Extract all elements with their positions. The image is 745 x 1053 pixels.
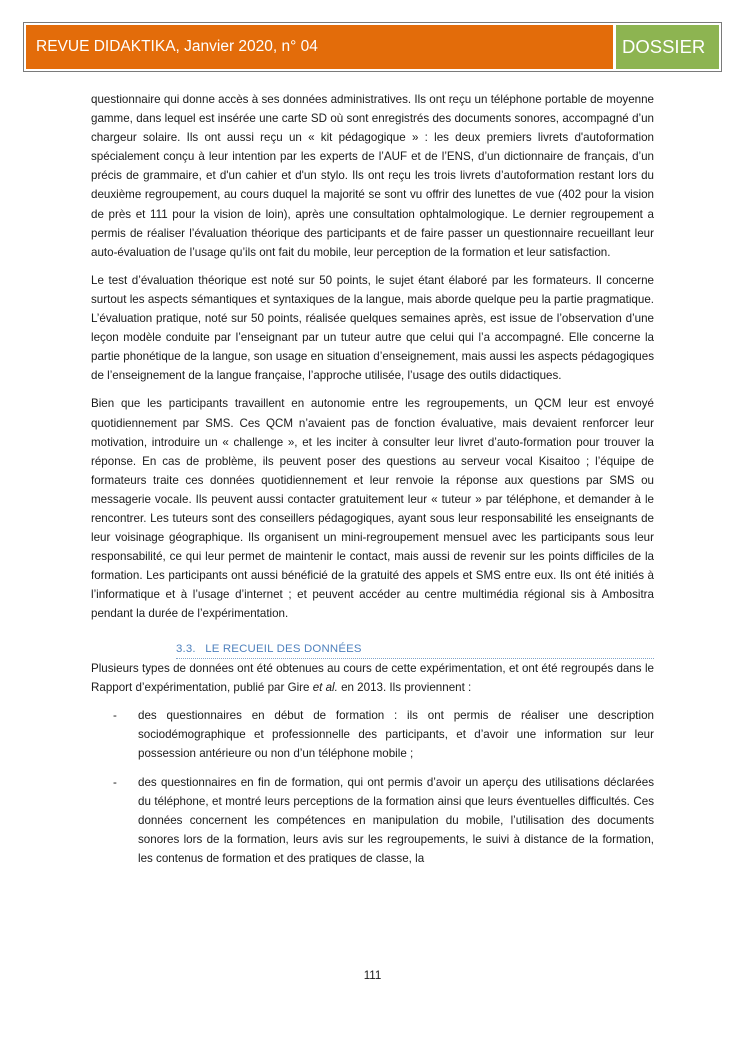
bullet-marker: - [113,776,117,789]
section-title: LE RECUEIL DES DONNÉES [205,642,362,655]
intro-italic: et al. [312,680,338,694]
bullet-text: des questionnaires en début de formation : ils ont permis de réaliser une description sociodémographique et professionnelle des participants, et d’avoir une information sur leur possession antérieure ou non d’un téléphone mobile ; [138,708,654,760]
intro-text: Plusieurs types de données ont été obtenues au cours de cette expérimentation, et ont été regroupés dans le Rapport d’expérimentation, publié par Gire [91,661,654,694]
section-label: DOSSIER [616,25,719,69]
page-content [91,90,654,878]
bullet-list [91,706,654,869]
paragraph-1: questionnaire qui donne accès à ses données administratives. Ils ont reçu un téléphone portable de moyenne gamme, dans lequel est insérée une carte SD où sont enregistrés des documents sonores, accompagné d’un chargeur solaire. Ils ont aussi reçu un « kit pédagogique » : les deux premiers livrets d'autoformation spécialement conçu à leur intention par les experts de l’AUF et de l’ENS, d’un dictionnaire de français, d’un précis de grammaire, et d'un cahier et d'un stylo. Ils ont reçu les trois livrets d’autoformation restant lors du deuxième regroupement, au cours duquel la majorité se sont vu offrir des lunettes de vue (402 pour la vision de près et 111 pour la vision de loin), après une consultation ophtalmologique. Le dernier regroupement a permis de réaliser l’évaluation théorique des participants et de faire passer un questionnaire recueillant leur auto-évaluation de l’usage qu’ils ont fait du mobile, leur perception de la formation et leur satisfaction. [91,93,654,259]
section-intro [91,659,654,697]
list-item [91,773,654,868]
journal-title: REVUE DIDAKTIKA, Janvier 2020, n° 04 [26,25,613,69]
paragraph-2: Le test d’évaluation théorique est noté sur 50 points, le sujet étant élaboré par les formateurs. Il concerne surtout les aspects sémantiques et syntaxiques de la langue, mais aborde quelque peu la partie pragmatique. L’évaluation pratique, noté sur 50 points, réalisée quelques semaines après, est issue de l’observation d’une leçon modèle conduite par l’enseignant par un tuteur autre que celui qui l’a accompagné. Elle concerne la partie phonétique de la langue, son usage en situation d’enseignement, mais aussi les aspects pédagogiques de l’enseignement de la langue française, l’approche utilisée, l’usage des outils didactiques. [91,273,654,383]
list-item [91,706,654,763]
section-number: 3.3. [176,642,196,655]
page-number: 111 [363,969,382,982]
bullet-text: des questionnaires en fin de formation, qui ont permis d’avoir un aperçu des utilisations déclarées du téléphone, et montré leurs perceptions de la formation ainsi que leurs éventuelles difficultés. Ces données concernent les compétences en manipulation du mobile, l’utilisation des documents sonores lors de la formation, leurs avis sur les regroupements, le suivi à distance de la formation, les contenus de formation et des pratiques de classe, la [138,776,654,866]
bullet-marker: - [113,708,117,722]
paragraph-3: Bien que les participants travaillent en autonomie entre les regroupements, un QCM leur est envoyé quotidiennement par SMS. Ces QCM n’avaient pas de fonction évaluative, mais devaient renforcer leur motivation, introduire un « challenge », et les inciter à consulter leur livret d’auto-formation pour trouver la réponse. En cas de problème, ils peuvent poser des questions au serveur vocal Kisaitoo ; l’équipe de formateurs traite ces données quotidiennement et leur renvoie la réponse aux questions par SMS ou messagerie vocale. Ils peuvent aussi contacter gratuitement leur « tuteur » par téléphone, et demander à le rencontrer. Les tuteurs sont des conseillers pédagogiques, ayant sous leur responsabilité les enseignants de leur voisinage géographique. Ils organisent un mini-regroupement mensuel avec les participants sous leur responsabilité, ce qui leur permet de maintenir le contact, mais aussi de revenir sur les points difficiles de la formation. Les participants ont aussi bénéficié de la gratuité des appels et SMS entre eux. Ils ont été initiés à l’informatique et à l’usage d’internet ; et peuvent accéder au centre multimédia régional sis à Ambositra pendant la durée de l’expérimentation. [91,397,654,621]
intro-text-end: en 2013. Ils proviennent : [337,680,472,694]
page-header [23,22,722,72]
section-heading [176,640,654,659]
